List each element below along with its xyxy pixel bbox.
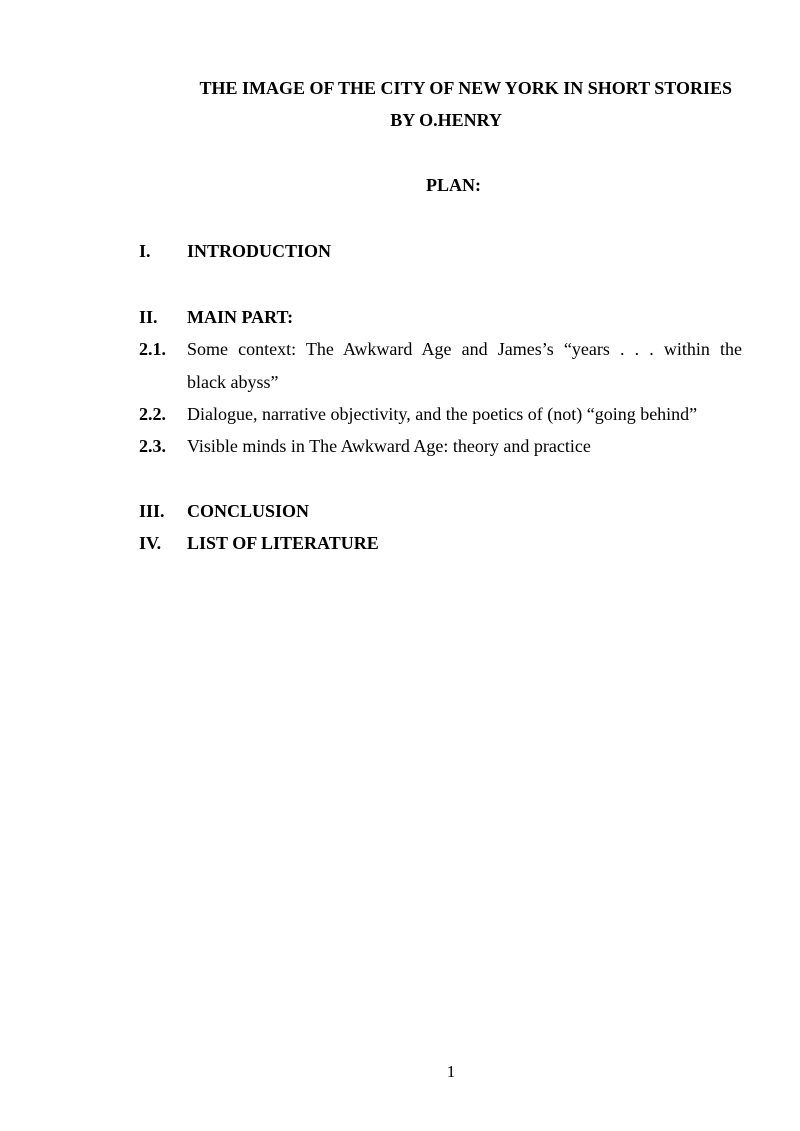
- outline-number: 2.2.: [139, 404, 166, 424]
- outline-number: III.: [139, 501, 165, 521]
- outline-label-line-1: Some context: The Awkward Age and James’s “years . . . within the: [187, 339, 742, 359]
- outline-number: 2.1.: [139, 339, 166, 359]
- outline-label: MAIN PART:: [187, 307, 294, 327]
- outline-label: [187, 338, 742, 393]
- document-title-line-1: THE IMAGE OF THE CITY OF NEW YORK IN SHORT STORIES: [199, 78, 732, 98]
- outline-label: Dialogue, narrative objectivity, and the poetics of (not) “going behind”: [187, 404, 698, 424]
- page-number: 1: [446, 1062, 456, 1081]
- plan-heading: PLAN:: [426, 175, 481, 195]
- document-title-line-2: BY O.HENRY: [390, 110, 502, 130]
- outline-number: I.: [139, 241, 151, 261]
- outline-number: II.: [139, 307, 158, 327]
- outline-label-line-2: black abyss”: [187, 372, 279, 392]
- outline-label: Visible minds in The Awkward Age: theory and practice: [187, 436, 591, 456]
- outline-label: CONCLUSION: [187, 501, 310, 521]
- outline-label: LIST OF LITERATURE: [187, 533, 379, 553]
- outline-label: INTRODUCTION: [187, 241, 332, 261]
- outline-number: 2.3.: [139, 436, 166, 456]
- outline-number: IV.: [139, 533, 162, 553]
